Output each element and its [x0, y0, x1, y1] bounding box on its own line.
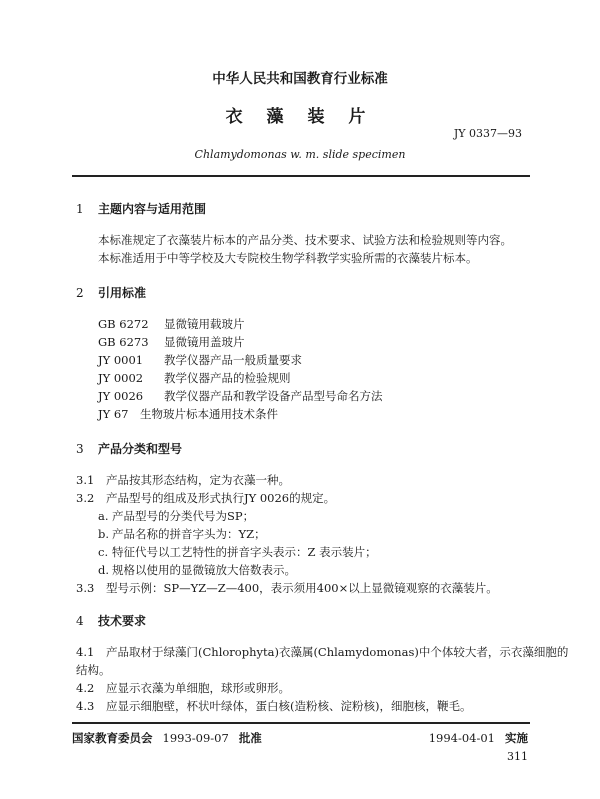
reference-title: 显微镜用盖玻片 — [164, 335, 245, 349]
reference-code: JY 0001 — [98, 353, 144, 367]
clause-text: 产品型号的组成及形式执行JY 0026的规定。 — [106, 491, 336, 505]
clause — [76, 472, 290, 488]
footer-rule — [72, 722, 530, 724]
issue-label: 批准 — [238, 731, 262, 745]
subclause-text: 产品型号的分类代号为SP； — [112, 509, 255, 523]
clause-number: 4.3 — [76, 699, 95, 713]
subclause-letter: b. — [98, 527, 110, 541]
reference-code: JY 0002 — [98, 371, 144, 385]
section-title: 引用标准 — [98, 286, 147, 300]
subclause — [98, 544, 377, 560]
section-1-heading — [76, 200, 206, 217]
subclause — [98, 526, 266, 542]
section-number: 3 — [76, 442, 84, 456]
section-title: 产品分类和型号 — [98, 442, 183, 456]
reference-item — [98, 334, 245, 350]
paragraph: 本标准适用于中等学校及大专院校生物学科教学实验所需的衣藻装片标本。 — [98, 251, 478, 265]
clause-number: 3.2 — [76, 491, 95, 505]
clause — [76, 644, 568, 660]
standard-code: JY 0337—93 — [453, 127, 522, 140]
subclause-letter: a. — [98, 509, 109, 523]
standard-category: 中华人民共和国教育行业标准 — [212, 71, 388, 87]
clause-text: 产品按其形态结构，定为衣藻一种。 — [106, 473, 290, 487]
subclause-letter: c. — [98, 545, 109, 559]
reference-title: 教学仪器产品一般质量要求 — [164, 353, 302, 367]
clause-number: 4.2 — [76, 681, 95, 695]
clause-number: 4.1 — [76, 645, 95, 659]
effective-label: 实施 — [505, 731, 528, 745]
reference-item — [98, 370, 291, 386]
approval-line — [72, 730, 262, 746]
reference-item — [98, 316, 245, 332]
clause-text: 应显示衣藻为单细胞，球形或卵形。 — [106, 681, 290, 695]
reference-title: 显微镜用载玻片 — [164, 317, 245, 331]
clause-continuation: 结构。 — [76, 663, 111, 677]
reference-item — [98, 352, 302, 368]
clause — [76, 680, 290, 696]
issuer: 国家教育委员会 — [72, 731, 153, 745]
section-number: 4 — [76, 614, 84, 628]
clause-text: 型号示例：SP—YZ—Z—400，表示须用400×以上显微镜观察的衣藻装片。 — [106, 581, 498, 595]
subclause-letter: d. — [98, 563, 110, 577]
header-rule — [72, 175, 530, 177]
issue-date: 1993-09-07 — [162, 731, 229, 745]
section-number: 2 — [76, 286, 84, 300]
subclause-text: 产品名称的拼音字头为：YZ； — [112, 527, 266, 541]
clause-text: 产品取材于绿藻门(Chlorophyta)衣藻属(Chlamydomonas)中个体较大者，示衣藻细胞的 — [106, 645, 569, 659]
clause-number: 3.1 — [76, 473, 95, 487]
reference-code: JY 0026 — [98, 389, 144, 403]
reference-item — [98, 388, 383, 404]
reference-code: GB 6273 — [98, 335, 149, 349]
section-3-heading — [76, 440, 182, 457]
reference-item — [98, 406, 278, 422]
paragraph: 本标准规定了衣藻装片标本的产品分类、技术要求、试验方法和检验规则等内容。 — [98, 233, 512, 247]
subclause — [98, 508, 254, 524]
clause — [76, 698, 471, 714]
reference-code: JY 67 — [98, 407, 129, 421]
section-number: 1 — [76, 202, 84, 216]
section-title: 技术要求 — [98, 614, 147, 628]
clause — [76, 490, 335, 506]
reference-title: 教学仪器产品和教学设备产品型号命名方法 — [164, 389, 383, 403]
subclause — [98, 562, 296, 578]
reference-code: GB 6272 — [98, 317, 149, 331]
clause-text: 应显示细胞壁，杯状叶绿体，蛋白核(造粉核、淀粉核)，细胞核，鞭毛。 — [106, 699, 472, 713]
page-number: 311 — [507, 750, 528, 763]
reference-title: 生物玻片标本通用技术条件 — [140, 407, 278, 421]
section-2-heading — [76, 284, 146, 301]
subclause-text: 特征代号以工艺特性的拼音字头表示：Z 表示装片； — [112, 545, 377, 559]
effective-date: 1994-04-01 — [428, 731, 495, 745]
subclause-text: 规格以使用的显微镜放大倍数表示。 — [112, 563, 296, 577]
clause — [76, 580, 498, 596]
reference-title: 教学仪器产品的检验规则 — [164, 371, 291, 385]
clause-number: 3.3 — [76, 581, 95, 595]
document-title: 衣 藻 装 片 — [225, 107, 375, 127]
effective-line — [419, 730, 528, 746]
section-title: 主题内容与适用范围 — [98, 202, 207, 216]
section-4-heading — [76, 612, 146, 629]
english-subtitle: Chlamydomonas w. m. slide specimen — [194, 148, 406, 161]
